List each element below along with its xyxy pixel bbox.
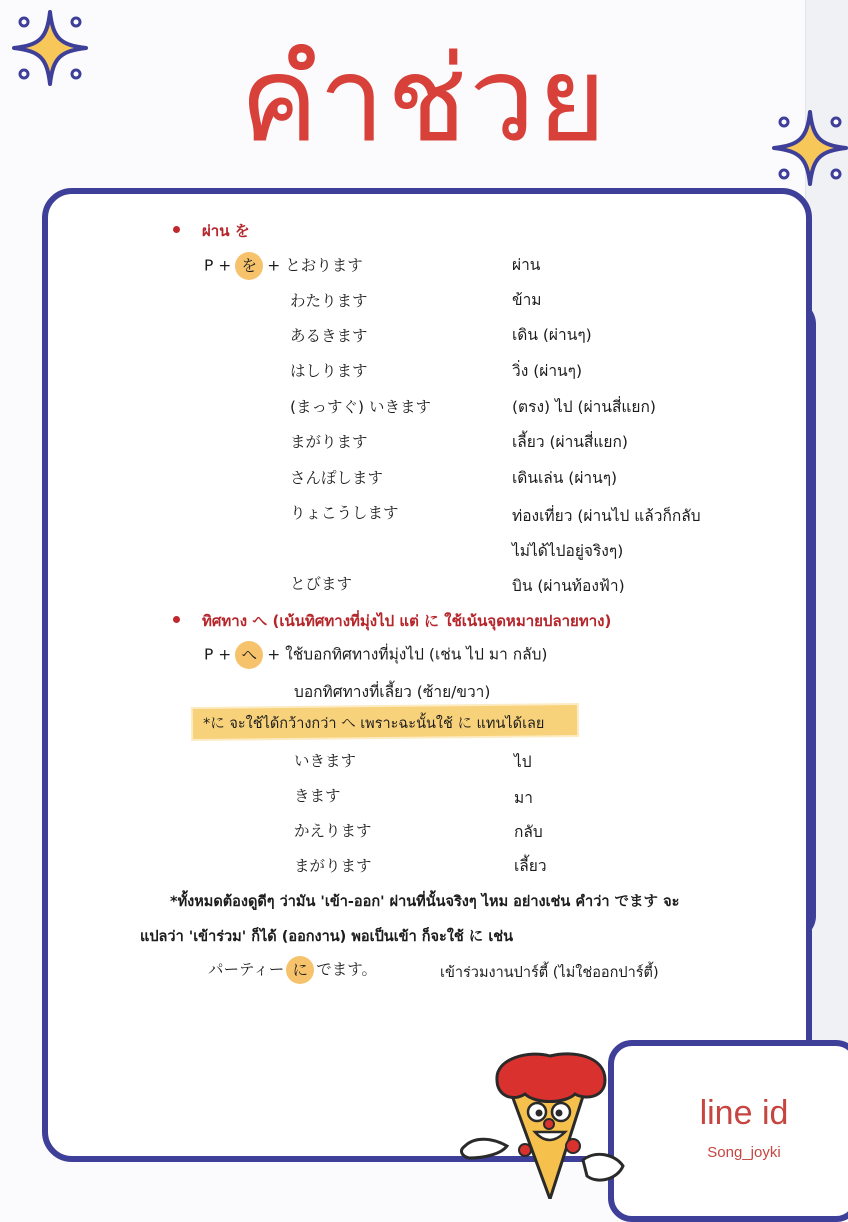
verb-jp: まがります [290,433,368,451]
page-title: คำช่วย [239,34,609,166]
meaning-th: เดิน (ผ่านๆ) [512,326,592,344]
line-id-label: line id [699,1094,789,1132]
section-heading-he: ทิศทาง へ (เน้นทิศทางที่มุ่งไป แต่ に ใช้เน้นจุดหมายปลายทาง) [202,612,612,630]
verb-jp: はしります [290,362,368,380]
formula-plus: + [267,256,281,275]
section-heading-wo: ผ่าน を [202,222,250,240]
meaning-th: เลี้ยว (ผ่านสี่แยก) [512,433,628,451]
meaning-th: เดินเล่น (ผ่านๆ) [512,469,618,487]
meaning-th: ไป [514,753,532,771]
bullet-dot [173,226,180,233]
meaning-th: วิ่ง (ผ่านๆ) [512,362,582,380]
verb-jp: あるきます [290,327,368,345]
bullet-dot [173,616,180,623]
pizza-mascot-icon [455,1050,645,1199]
line-username[interactable]: Song_joyki [707,1144,781,1161]
meaning-th: ผ่าน [512,256,541,274]
formula-wo [204,252,363,280]
verb-jp: きます [294,787,341,805]
formula-prefix: P + [204,645,232,664]
meaning-th: มา [514,789,533,807]
meaning-th: บิน (ผ่านท้องฟ้า) [512,577,625,595]
highlight-note: *に จะใช้ได้กว้างกว่า へ เพราะฉะนั้นใช้ に แทนได้เลย [203,716,545,732]
verb-jp: いきます [294,752,357,770]
verb-jp: さんぽします [290,469,384,487]
example-translation: เข้าร่วมงานปาร์ตี้ (ไม่ใช่ออกปาร์ตี้) [440,965,659,981]
meaning-th: (ตรง) ไป (ผ่านสี่แยก) [512,398,656,416]
formula-prefix: P + [204,256,232,275]
meaning-th: ไม่ได้ไปอยู่จริงๆ) [512,542,624,560]
particle-wo: を [235,252,263,280]
content-card [42,188,812,1162]
verb-jp: かえります [294,822,372,840]
formula-line2: บอกทิศทางที่เลี้ยว (ซ้าย/ขวา) [294,683,491,701]
meaning-th: เลี้ยว [514,857,547,875]
formula-he [204,641,547,669]
formula-rest: + ใช้บอกทิศทางที่มุ่งไป (เช่น ไป มา กลับ) [267,645,548,664]
verb-jp: りょこうします [290,504,399,522]
verb-jp: まがります [294,857,372,875]
example-jp-post: でます。 [316,960,378,979]
particle-he: へ [235,641,263,669]
particle-ni: に [286,956,314,984]
verb-jp: (まっすぐ) いきます [290,398,432,416]
meaning-th: กลับ [514,823,543,841]
note-line-1: *ทั้งหมดต้องดูดีๆ ว่ามัน 'เข้า-ออก' ผ่านที่นั้นจริงๆ ไหม อย่างเช่น คำว่า でます จะ [170,894,680,910]
verb-jp: とおります [285,256,363,275]
meaning-th: ท่องเที่ยว (ผ่านไป แล้วก็กลับ [512,507,701,525]
meaning-th: ข้าม [512,291,542,309]
example-sentence [208,956,377,984]
example-jp-pre: パーティー [208,960,285,979]
note-line-2: แปลว่า 'เข้าร่วม' ก็ได้ (ออกงาน) พอเป็นเข้า ก็จะใช้ に เช่น [140,929,514,945]
verb-jp: わたります [290,292,368,310]
verb-jp: とびます [290,575,353,593]
